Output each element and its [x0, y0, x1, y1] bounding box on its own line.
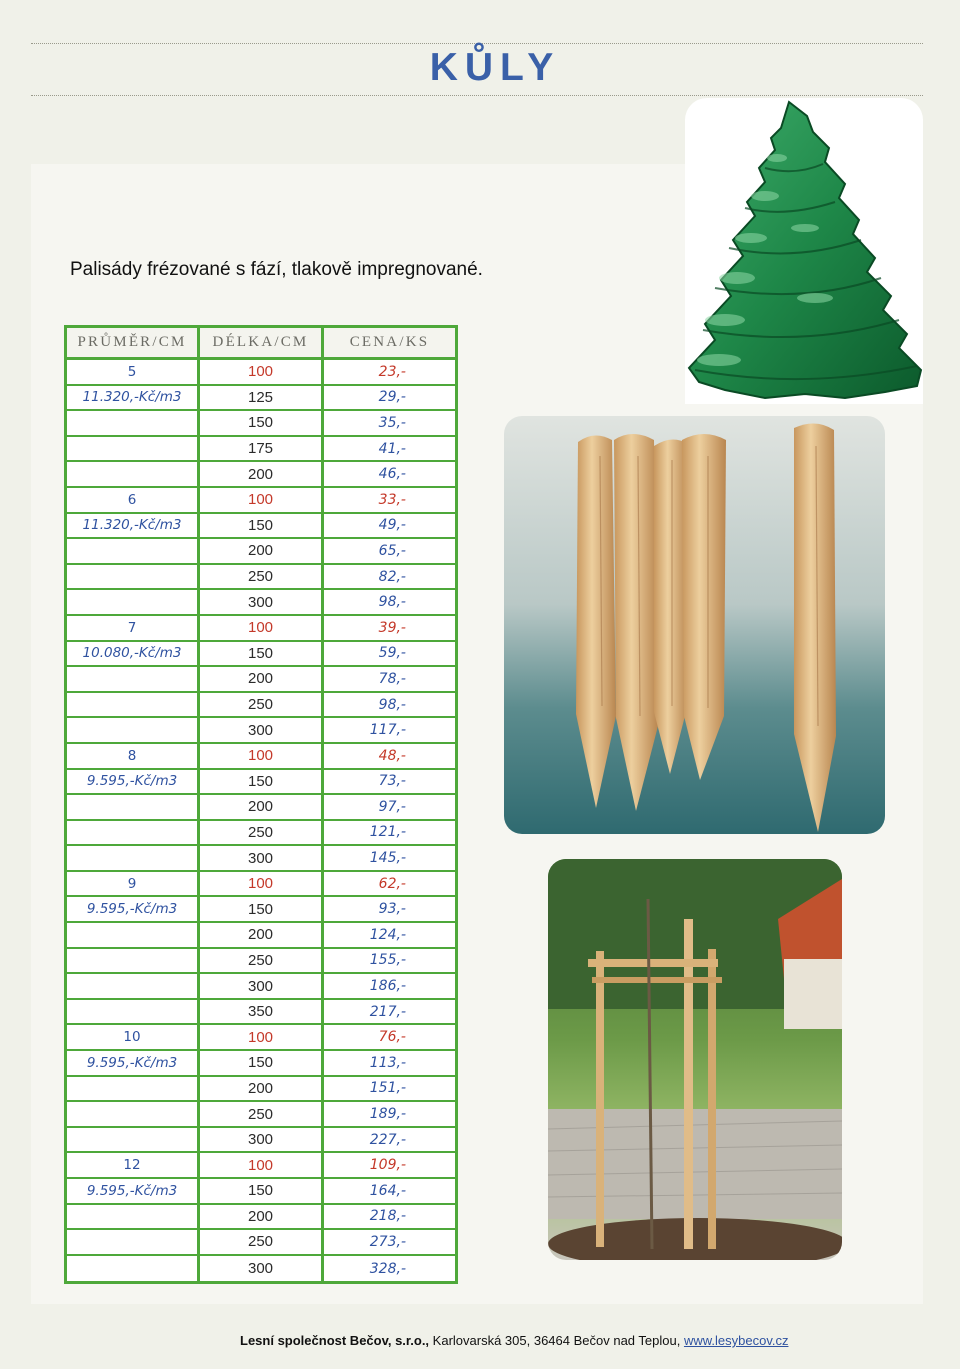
diameter-cell	[67, 411, 200, 435]
page-title: KŮLY	[429, 46, 561, 89]
length-cell: 175	[200, 437, 324, 461]
price-cell: 33,-	[378, 491, 406, 508]
table-row	[67, 642, 455, 668]
length-cell: 200	[200, 923, 324, 947]
diameter-cell	[67, 565, 200, 589]
table-row	[67, 897, 455, 923]
price-cell: 124,-	[369, 926, 406, 943]
price-cell: 65,-	[378, 542, 406, 559]
length-cell: 100	[200, 872, 324, 896]
table-row	[67, 1025, 455, 1051]
table-row	[67, 1153, 455, 1179]
tree-support-stakes-photo	[548, 859, 842, 1260]
length-cell: 125	[200, 386, 324, 410]
table-row	[67, 616, 455, 642]
product-description: Palisády frézované s fází, tlakově impregnované.	[70, 259, 483, 280]
diameter-cell	[67, 693, 200, 717]
footer-address: Karlovarská 305, 36464 Bečov nad Teplou,	[432, 1333, 681, 1348]
table-row	[67, 744, 455, 770]
price-cell: 62,-	[378, 875, 406, 892]
table-row	[67, 1102, 455, 1128]
price-cell: 151,-	[369, 1080, 406, 1097]
rate-per-m3-cell: 11.320,-Kč/m3	[67, 514, 200, 538]
table-row	[67, 872, 455, 898]
table-row	[67, 923, 455, 949]
length-cell: 100	[200, 616, 324, 640]
length-cell: 100	[200, 1025, 324, 1049]
price-cell: 23,-	[378, 363, 406, 380]
length-cell: 300	[200, 590, 324, 614]
diameter-cell	[67, 1128, 200, 1152]
table-row	[67, 488, 455, 514]
price-cell: 328,-	[369, 1260, 406, 1277]
price-cell: 41,-	[378, 440, 406, 457]
length-cell: 150	[200, 1051, 324, 1075]
length-cell: 250	[200, 1230, 324, 1254]
diameter-cell: 5	[67, 360, 200, 384]
price-cell: 46,-	[378, 466, 406, 483]
price-cell: 35,-	[378, 414, 406, 431]
table-row	[67, 360, 455, 386]
header-diameter: PRŮMĚR/CM	[67, 328, 200, 357]
diameter-cell	[67, 795, 200, 819]
footer-website-link[interactable]: www.lesybecov.cz	[683, 1333, 789, 1348]
diameter-cell	[67, 1230, 200, 1254]
table-row	[67, 514, 455, 540]
diameter-cell	[67, 1256, 200, 1282]
diameter-cell	[67, 1077, 200, 1101]
diameter-cell	[67, 1205, 200, 1229]
rate-per-m3-cell: 9.595,-Kč/m3	[67, 897, 200, 921]
price-cell: 73,-	[378, 773, 406, 790]
table-row	[67, 539, 455, 565]
length-cell: 250	[200, 821, 324, 845]
table-row	[67, 462, 455, 488]
price-cell: 97,-	[378, 798, 406, 815]
price-cell: 164,-	[369, 1182, 406, 1199]
length-cell: 150	[200, 897, 324, 921]
price-cell: 109,-	[369, 1157, 406, 1174]
table-row	[67, 1077, 455, 1103]
length-cell: 150	[200, 411, 324, 435]
price-cell: 48,-	[378, 747, 406, 764]
price-cell: 39,-	[378, 619, 406, 636]
length-cell: 300	[200, 718, 324, 742]
diameter-cell	[67, 949, 200, 973]
diameter-cell	[67, 718, 200, 742]
table-row	[67, 795, 455, 821]
diameter-cell: 10	[67, 1025, 200, 1049]
length-cell: 150	[200, 642, 324, 666]
length-cell: 250	[200, 565, 324, 589]
price-cell: 98,-	[378, 696, 406, 713]
wooden-stakes-photo	[504, 416, 885, 834]
diameter-cell	[67, 462, 200, 486]
price-cell: 227,-	[369, 1131, 406, 1148]
price-cell: 113,-	[369, 1054, 406, 1071]
table-row	[67, 386, 455, 412]
header-length: DÉLKA/CM	[200, 328, 324, 357]
length-cell: 350	[200, 1000, 324, 1024]
table-row	[67, 437, 455, 463]
table-row	[67, 718, 455, 744]
price-cell: 76,-	[378, 1029, 406, 1046]
length-cell: 250	[200, 693, 324, 717]
price-cell: 59,-	[378, 645, 406, 662]
price-cell: 121,-	[369, 824, 406, 841]
length-cell: 100	[200, 744, 324, 768]
table-row	[67, 1128, 455, 1154]
table-row	[67, 1000, 455, 1026]
footer-company: Lesní společnost Bečov, s.r.o.,	[240, 1333, 430, 1348]
length-cell: 100	[200, 1153, 324, 1177]
length-cell: 200	[200, 795, 324, 819]
price-cell: 78,-	[378, 670, 406, 687]
table-row	[67, 1230, 455, 1256]
price-cell: 98,-	[378, 594, 406, 611]
length-cell: 300	[200, 974, 324, 998]
price-cell: 29,-	[378, 389, 406, 406]
table-row	[67, 667, 455, 693]
diameter-cell: 9	[67, 872, 200, 896]
stakes-illustration	[504, 416, 885, 834]
diameter-cell	[67, 1000, 200, 1024]
price-table-body	[67, 360, 455, 1281]
length-cell: 200	[200, 462, 324, 486]
diameter-cell	[67, 974, 200, 998]
diameter-cell: 12	[67, 1153, 200, 1177]
diameter-cell	[67, 846, 200, 870]
table-row	[67, 846, 455, 872]
length-cell: 150	[200, 770, 324, 794]
length-cell: 150	[200, 1179, 324, 1203]
length-cell: 300	[200, 1256, 324, 1282]
table-row	[67, 1256, 455, 1282]
spruce-tree-image	[685, 98, 923, 404]
rate-per-m3-cell: 9.595,-Kč/m3	[67, 1179, 200, 1203]
price-cell: 189,-	[369, 1106, 406, 1123]
table-row	[67, 949, 455, 975]
footer	[240, 1333, 788, 1348]
length-cell: 250	[200, 1102, 324, 1126]
length-cell: 250	[200, 949, 324, 973]
length-cell: 200	[200, 1077, 324, 1101]
price-cell: 49,-	[378, 517, 406, 534]
price-cell: 117,-	[369, 722, 406, 739]
diameter-cell	[67, 667, 200, 691]
diameter-cell	[67, 590, 200, 614]
price-cell: 217,-	[369, 1003, 406, 1020]
rate-per-m3-cell: 11.320,-Kč/m3	[67, 386, 200, 410]
diameter-cell: 6	[67, 488, 200, 512]
length-cell: 100	[200, 360, 324, 384]
table-row	[67, 590, 455, 616]
spruce-tree-icon	[685, 98, 923, 404]
table-row	[67, 821, 455, 847]
price-cell: 155,-	[369, 952, 406, 969]
diameter-cell	[67, 539, 200, 563]
table-row	[67, 974, 455, 1000]
header-price: CENA/KS	[349, 334, 430, 350]
table-row	[67, 565, 455, 591]
price-cell: 82,-	[378, 568, 406, 585]
length-cell: 300	[200, 846, 324, 870]
rate-per-m3-cell: 9.595,-Kč/m3	[67, 1051, 200, 1075]
table-row	[67, 1051, 455, 1077]
price-cell: 273,-	[369, 1233, 406, 1250]
diameter-cell: 8	[67, 744, 200, 768]
price-table-header	[67, 328, 455, 360]
title-divider	[31, 95, 923, 96]
diameter-cell	[67, 821, 200, 845]
price-cell: 218,-	[369, 1208, 406, 1225]
price-table	[64, 325, 458, 1284]
length-cell: 300	[200, 1128, 324, 1152]
top-divider	[31, 43, 923, 44]
table-row	[67, 411, 455, 437]
table-row	[67, 770, 455, 796]
length-cell: 200	[200, 539, 324, 563]
diameter-cell	[67, 923, 200, 947]
length-cell: 150	[200, 514, 324, 538]
table-row	[67, 1179, 455, 1205]
price-cell: 186,-	[369, 978, 406, 995]
length-cell: 200	[200, 667, 324, 691]
table-row	[67, 693, 455, 719]
price-cell: 93,-	[378, 901, 406, 918]
length-cell: 200	[200, 1205, 324, 1229]
price-cell: 145,-	[369, 850, 406, 867]
table-row	[67, 1205, 455, 1231]
diameter-cell	[67, 1102, 200, 1126]
diameter-cell: 7	[67, 616, 200, 640]
rate-per-m3-cell: 9.595,-Kč/m3	[67, 770, 200, 794]
length-cell: 100	[200, 488, 324, 512]
rate-per-m3-cell: 10.080,-Kč/m3	[67, 642, 200, 666]
tree-support-illustration	[548, 859, 842, 1260]
diameter-cell	[67, 437, 200, 461]
